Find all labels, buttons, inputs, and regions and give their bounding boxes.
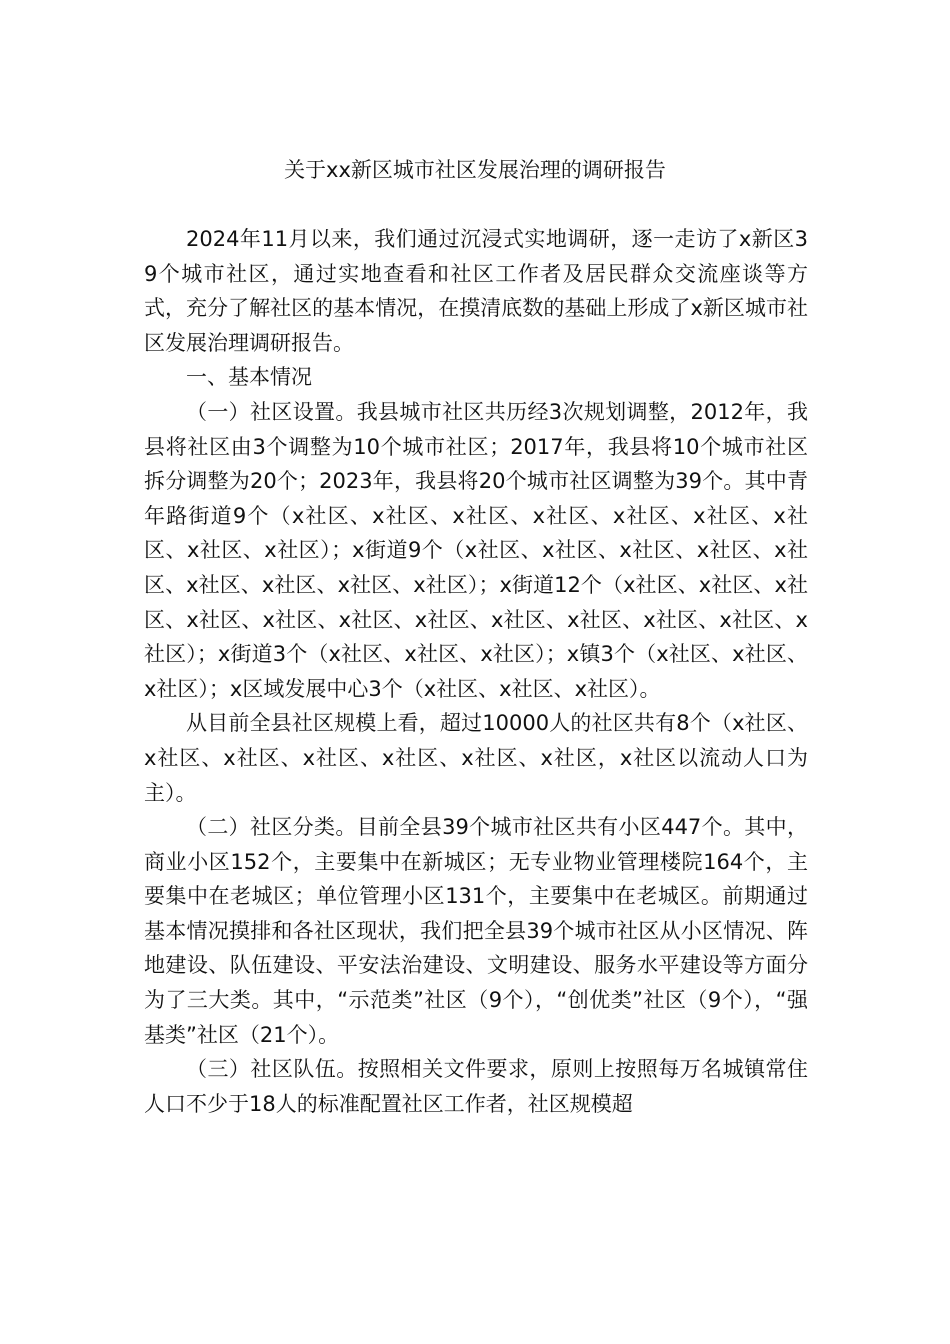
document-body — [144, 222, 808, 1121]
paragraph-intro: 2024年11月以来，我们通过沉浸式实地调研，逐一走访了x新区39个城市社区，通过实地查看和社区工作者及居民群众交流座谈等方式，充分了解社区的基本情况，在摸清底数的基础上形成了x新区城市社区发展治理调研报告。 — [144, 227, 808, 355]
section-heading-basic-situation: 一、基本情况 — [186, 365, 312, 390]
paragraph-community-classification: （二）社区分类。目前全县39个城市社区共有小区447个。其中，商业小区152个，主要集中在新城区；无专业物业管理楼院164个，主要集中在老城区；单位管理小区131个，主要集中在老城区。前期通过基本情况摸排和各社区现状，我们把全县39个城市社区从小区情况、阵地建设、队伍建设、平安法治建设、文明建设、服务水平建设等方面分为了三大类。其中，“示范类”社区（9个），“创优类”社区（9个），“强基类”社区（21个）。 — [144, 815, 808, 1047]
paragraph-community-setup: （一）社区设置。我县城市社区共历经3次规划调整，2012年，我县将社区由3个调整为10个城市社区；2017年，我县将10个城市社区拆分调整为20个；2023年，我县将20个城市社区调整为39个。其中青年路街道9个（x社区、x社区、x社区、x社区、x社区、x社区、x社区、x社区、x社区）；x街道9个（x社区、x社区、x社区、x社区、x社区、x社区、x社区、x社区、x社区）；x街道12个（x社区、x社区、x社区、x社区、x社区、x社区、x社区、x社区、x社区、x社区、x社区、x社区）；x街道3个（x社区、x社区、x社区）；x镇3个（x社区、x社区、x社区）；x区域发展中心3个（x社区、x社区、x社区）。 — [144, 399, 808, 701]
paragraph-community-scale: 从目前全县社区规模上看，超过10000人的社区共有8个（x社区、x社区、x社区、x社区、x社区、x社区、x社区，x社区以流动人口为主）。 — [144, 711, 808, 805]
paragraph-community-team: （三）社区队伍。按照相关文件要求，原则上按照每万名城镇常住人口不少于18人的标准配置社区工作者，社区规模超 — [144, 1057, 808, 1116]
document-title: 关于xx新区城市社区发展治理的调研报告 — [284, 158, 666, 182]
